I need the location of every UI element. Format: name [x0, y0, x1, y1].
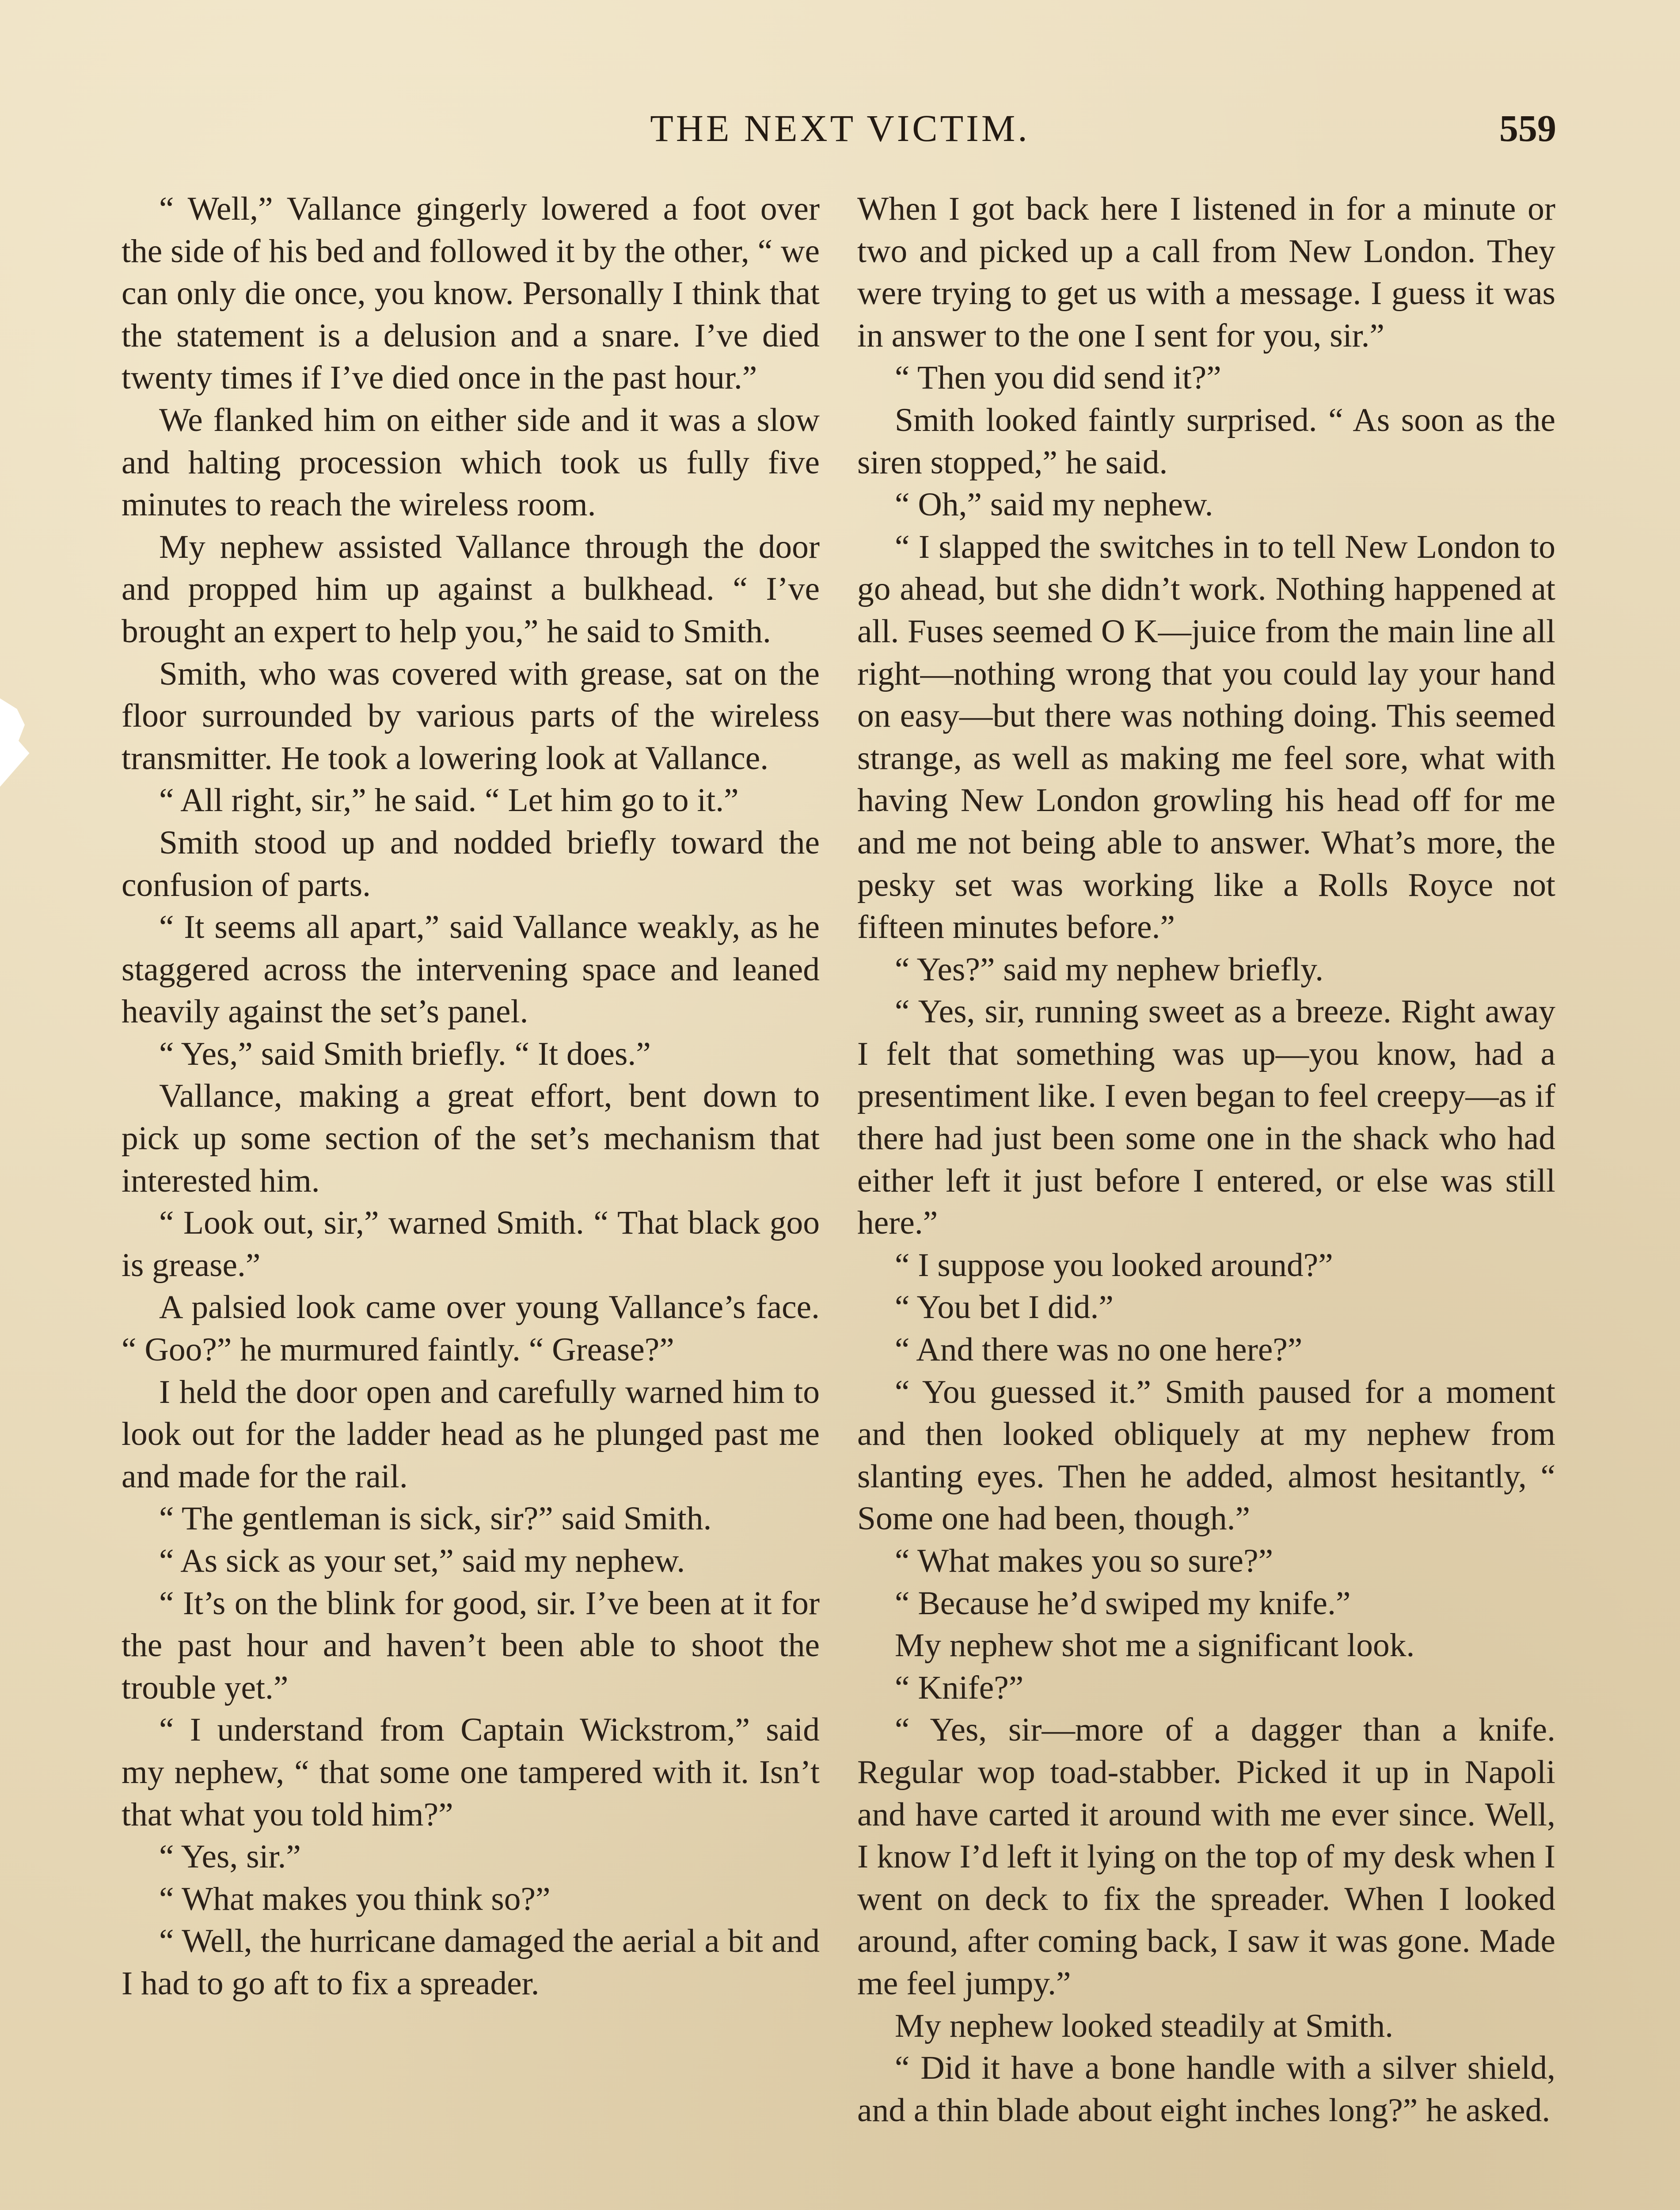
paragraph: “ Yes, sir.” [159, 1838, 301, 1875]
paragraph: A palsied look came over young Vallance’s face. “ Goo?” he murmured faintly. “ Grease?” [122, 1289, 820, 1368]
paragraph: Smith looked faintly surprised. “ As soon as the siren stopped,” he said. [857, 401, 1555, 481]
paragraph: “ I understand from Captain Wickstrom,” said my nephew, “ that some one tampered with it. Isn’t that what you told him?” [122, 1711, 820, 1833]
paragraph: My nephew looked steadily at Smith. [895, 2007, 1394, 2044]
paragraph: “ What makes you think so?” [159, 1880, 551, 1917]
paragraph: “ Yes,” said Smith briefly. “ It does.” [159, 1035, 651, 1072]
paragraph: We flanked him on either side and it was a slow and halting procession which took us fully five minutes to reach the wireless room. [122, 401, 820, 523]
paragraph: “ I suppose you looked around?” [895, 1246, 1333, 1284]
paragraph: “ You bet I did.” [895, 1289, 1114, 1326]
right-column [857, 188, 1555, 2131]
paragraph: “ The gentleman is sick, sir?” said Smith. [159, 1500, 712, 1537]
paragraph: “ Yes, sir—more of a dagger than a knife. Regular wop toad-stabber. Picked it up in Napoli and have carted it around with me ever since. Well, I know I’d left it lying on the top of my desk when I went on deck to fix the spreader. When I looked around, after coming back, I saw it was gone. Made me feel jumpy.” [857, 1711, 1555, 2002]
paragraph: “ Yes?” said my nephew briefly. [895, 951, 1324, 988]
paragraph: My nephew assisted Vallance through the door and propped him up against a bulkhead. “ I’ve brought an expert to help you,” he said to Smith. [122, 528, 820, 650]
paragraph: “ You guessed it.” Smith paused for a moment and then looked obliquely at my nephew from slanting eyes. Then he added, almost hesitantly, “ Some one had been, though.” [857, 1373, 1555, 1537]
page-header [0, 106, 1680, 155]
paragraph: “ Yes, sir, running sweet as a breeze. Right away I felt that something was up—you know, had a presentiment like. I even began to feel creepy—as if there had just been some one in the shack who had either left it just before I entered, or else was still here.” [857, 993, 1555, 1242]
paragraph: “ Because he’d swiped my knife.” [895, 1585, 1351, 1622]
paragraph: “ It’s on the blink for good, sir. I’ve been at it for the past hour and haven’t been able to shoot the trouble yet.” [122, 1585, 820, 1706]
paragraph: “ Oh,” said my nephew. [895, 486, 1213, 523]
paragraph: Vallance, making a great effort, bent down to pick up some section of the set’s mechanism that interested him. [122, 1078, 820, 1199]
paragraph: “ Look out, sir,” warned Smith. “ That black goo is grease.” [122, 1204, 820, 1284]
paragraph: “ Well,” Vallance gingerly lowered a foot over the side of his bed and followed it by the other, “ we can only die once, you know. Personally I think that the statement is a delusion and a snare. I’ve died twenty times if I’ve died once in the past hour.” [122, 191, 820, 396]
running-title: THE NEXT VICTIM. [650, 107, 1030, 149]
paragraph: “ All right, sir,” he said. “ Let him go to it.” [159, 782, 739, 819]
torn-edge [0, 698, 31, 787]
paragraph: “ What makes you so sure?” [895, 1543, 1273, 1579]
paragraph: My nephew shot me a significant look. [895, 1627, 1415, 1664]
paragraph: “ And there was no one here?” [895, 1331, 1303, 1368]
paragraph: “ Knife?” [895, 1669, 1024, 1706]
paragraph: “ It seems all apart,” said Vallance weakly, as he staggered across the intervening space and leaned heavily against the set’s panel. [122, 909, 820, 1030]
paragraph-continuation: When I got back here I listened in for a minute or two and picked up a call from New London. They were trying to get us with a message. I guess it was in answer to the one I sent for you, sir.” [857, 191, 1555, 354]
paragraph: Smith, who was covered with grease, sat on the floor surrounded by various parts of the wireless transmitter. He took a lowering look at Vallance. [122, 655, 820, 777]
paragraph: “ I slapped the switches in to tell New London to go ahead, but she didn’t work. Nothing happened at all. Fuses seemed O K—juice from the main line all right—nothing wrong that you could lay your hand on easy—but there was nothing doing. This seemed strange, as well as making me feel sore, what with having New London growling his head off for me and me not being able to answer. What’s more, the pesky set was working like a Rolls Royce not fifteen minutes before.” [857, 528, 1555, 946]
page-number: 559 [1499, 107, 1556, 149]
paragraph: Smith stood up and nodded briefly toward the confusion of parts. [122, 824, 820, 903]
left-column [122, 188, 820, 2005]
paragraph: “ Then you did send it?” [895, 359, 1221, 396]
paragraph: “ As sick as your set,” said my nephew. [159, 1543, 685, 1579]
paragraph: “ Well, the hurricane damaged the aerial a bit and I had to go aft to fix a spreader. [122, 1923, 820, 2002]
paragraph: I held the door open and carefully warned him to look out for the ladder head as he plunged past me and made for the rail. [122, 1373, 820, 1495]
paragraph: “ Did it have a bone handle with a silver shield, and a thin blade about eight inches long?” he asked. [857, 2050, 1555, 2129]
